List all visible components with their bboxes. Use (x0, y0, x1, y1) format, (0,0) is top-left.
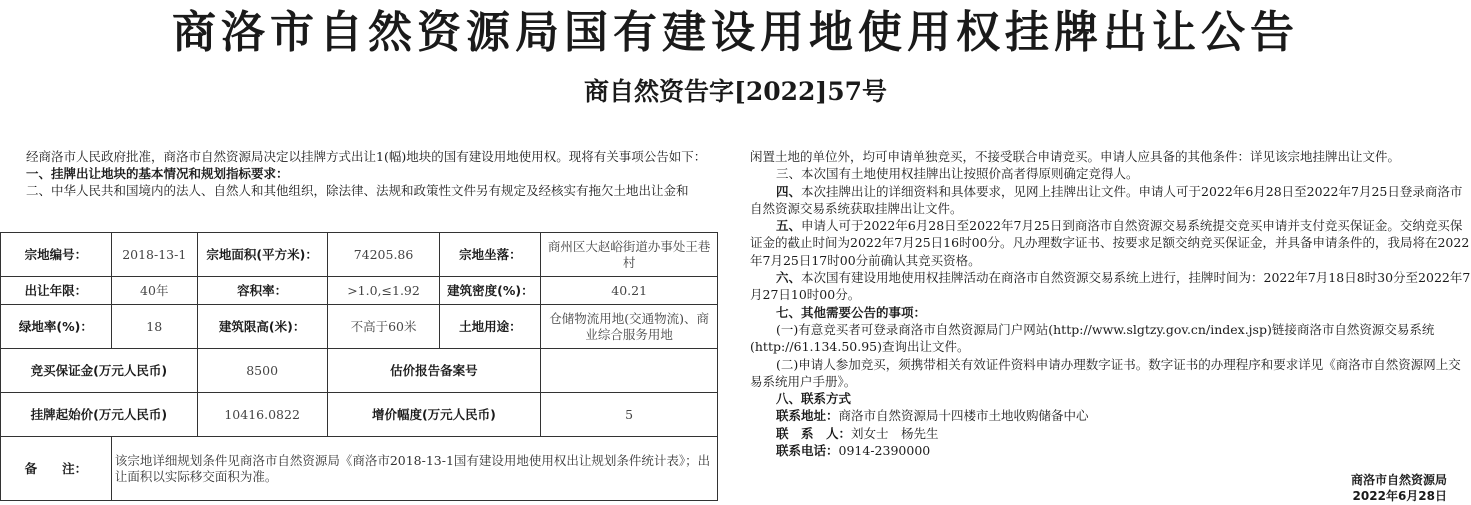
parcel-info-table (0, 232, 718, 501)
contact-address-label: 联系地址： (776, 408, 839, 424)
start-price-value: 10416.0822 (197, 393, 327, 437)
section-4-paragraph (750, 183, 1471, 218)
section-3-paragraph: 三、本次国有土地使用权挂牌出让按照价高者得原则确定竞得人。 (776, 166, 1139, 182)
section-5-paragraph (750, 217, 1471, 269)
section-8-heading: 八、联系方式 (776, 391, 852, 407)
contact-address-value: 商洛市自然资源局十四楼市土地收购储备中心 (838, 408, 1089, 424)
section-7-item-1: (一)有意竞买者可登录商洛市自然资源局门户网站(http://www.slgtzy.gov.cn/index.jsp)链接商洛市自然资源交易系统(http://61.134.50.95)查询出让文件。 (750, 321, 1435, 355)
section-6-text: 本次国有建设用地使用权挂牌活动在商洛市自然资源交易系统上进行，挂牌时间为：2022年7月18日8时30分至2022年7月27日10时00分。 (750, 270, 1471, 303)
appraisal-no-label: 估价报告备案号 (327, 349, 541, 393)
location-label: 宗地坐落： (440, 233, 541, 277)
density-label: 建筑密度(%)： (440, 277, 541, 305)
announcement-title: 商洛市自然资源局国有建设用地使用权挂牌出让公告 (172, 7, 1299, 58)
plot-ratio-label: 容积率： (197, 277, 327, 305)
left-column (0, 148, 728, 199)
table-row (1, 437, 718, 501)
table-row (1, 349, 718, 393)
term-value: 40年 (111, 277, 197, 305)
location-value: 商州区大赵峪街道办事处王巷村 (541, 233, 718, 277)
parcel-no-value: 2018-13-1 (111, 233, 197, 277)
deposit-label: 竞买保证金(万元人民币) (1, 349, 198, 393)
section-6-number: 六、 (776, 270, 802, 286)
contact-person-label: 联 系 人： (776, 425, 852, 441)
area-value: 74205.86 (327, 233, 440, 277)
land-use-label: 土地用途： (440, 305, 541, 349)
section-5-text: 申请人可于2022年6月28日至2022年7月25日到商洛市自然资源交易系统提交竞买申请并支付竞买保证金。交纳竞买保证金的截止时间为2022年7月25日16时00分。凡办理数字证书、按要求足额交纳竞买保证金，并具备申请条件的，我局将在2022年7月25日17时00分前确认其竞买资格。 (750, 218, 1470, 268)
parcel-no-label: 宗地编号： (1, 233, 112, 277)
remarks-value: 该宗地详细规划条件见商洛市自然资源局《商洛市2018-13-1国有建设用地使用权出让规划条件统计表》；出让面积以实际移交面积为准。 (111, 437, 717, 501)
table-row (1, 393, 718, 437)
section-6-paragraph (750, 269, 1471, 304)
section-7-item-2: (二)申请人参加竞买，须携带相关有效证件资料申请办理数字证书。数字证书的办理程序和要求详见《商洛市自然资源网上交易系统用户手册》。 (750, 356, 1461, 389)
term-label: 出让年限： (1, 277, 112, 305)
section-4-text: 本次挂牌出让的详细资料和具体要求，见网上挂牌出让文件。申请人可于2022年6月28日至2022年7月25日登录商洛市自然资源交易系统获取挂牌出让文件。 (750, 183, 1463, 216)
density-value: 40.21 (541, 277, 718, 305)
document-number: 商自然资告字[2022]57号 (583, 77, 888, 106)
section-7-heading: 七、其他需要公告的事项： (776, 304, 927, 320)
table-row (1, 277, 718, 305)
deposit-value: 8500 (197, 349, 327, 393)
eligibility-continuation: 闲置土地的单位外，均可申请单独竞买，不接受联合申请竞买。申请人应具备的其他条件：详见该宗地挂牌出让文件。 (750, 149, 1401, 164)
plot-ratio-value: >1.0,≤1.92 (327, 277, 440, 305)
land-use-value: 仓储物流用地(交通物流)、商业综合服务用地 (541, 305, 718, 349)
remarks-label: 备 注： (1, 437, 112, 501)
signature-org: 商洛市自然资源局 (1350, 473, 1447, 487)
table-row (1, 233, 718, 277)
green-rate-label: 绿地率(%)： (1, 305, 112, 349)
right-column (750, 148, 1471, 459)
increment-label: 增价幅度(万元人民币) (327, 393, 541, 437)
contact-person-value: 刘女士 杨先生 (851, 425, 939, 441)
section-4-number: 四、 (776, 183, 802, 199)
green-rate-value: 18 (111, 305, 197, 349)
contact-phone-label: 联系电话： (776, 443, 839, 459)
section-1-heading: 一、挂牌出让地块的基本情况和规划指标要求： (26, 166, 289, 181)
contact-phone-value: 0914-2390000 (838, 443, 931, 459)
contact-person (750, 425, 1471, 442)
signature-date: 2022年6月28日 (1352, 489, 1447, 503)
height-limit-label: 建筑限高(米)： (197, 305, 327, 349)
increment-value: 5 (541, 393, 718, 437)
section-2-paragraph: 二、中华人民共和国境内的法人、自然人和其他组织，除法律、法规和政策性文件另有规定及经核实有拖欠土地出让金和 (26, 183, 689, 198)
area-label: 宗地面积(平方米)： (197, 233, 327, 277)
height-limit-value: 不高于60米 (327, 305, 440, 349)
contact-phone (750, 442, 1471, 459)
appraisal-no-value (541, 349, 718, 393)
contact-address (750, 407, 1471, 424)
intro-paragraph: 经商洛市人民政府批准，商洛市自然资源局决定以挂牌方式出让1(幅)地块的国有建设用地使用权。现将有关事项公告如下： (26, 149, 707, 164)
section-5-number: 五、 (776, 218, 802, 234)
start-price-label: 挂牌起始价(万元人民币) (1, 393, 198, 437)
table-row (1, 305, 718, 349)
signature-block (1351, 472, 1447, 504)
